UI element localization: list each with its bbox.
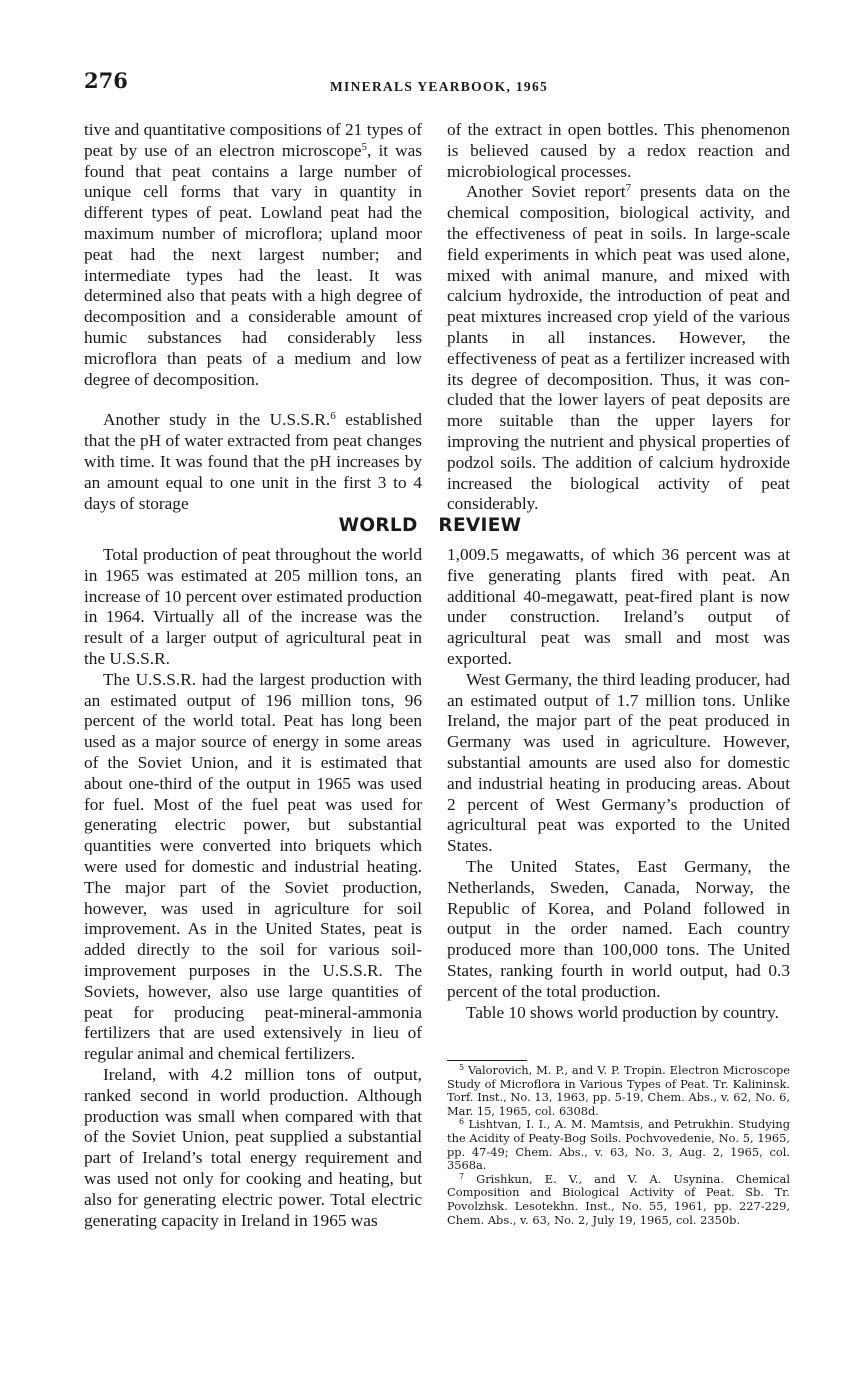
footnote-ref: 5 bbox=[361, 140, 368, 153]
paragraph: Total production of peat throughout the world in 1965 was estimated at 205 million tons, an increase of 10 percent over estimated production in 1964. Virtually all of the increase was the result of a larger output of agricultural peat in the U.S.S.R. bbox=[84, 545, 422, 668]
paragraph: Table 10 shows world production by country. bbox=[466, 1002, 780, 1022]
paragraph: The United States, East Germany, the Netherlands, Sweden, Canada, Norway, the Republic of Korea, and Poland followed in output in the order named. Each country produced more than 100,000 tons. The United States, ranking fourth in world output, had 0.3 percent of the total production. bbox=[447, 856, 790, 1001]
paragraph: Another Soviet report$^7$ presents data on the chemical composition, biological activity, and the effectiveness of peat in soils. In large-scale field experiments in which peat was used alone, mixed with animal manure, and mixed with calcium hydroxide, the introduction of peat and peat mixtures increased crop yield of the various plants in all instances. However, the effectiveness of peat as a fertilizer increased with its degree of decomposition. Thus, it was concluded that the lower layers of peat deposits are more suitable than the upper layers for improving the nutrient and physical properties of podzol soils. The addition of calcium hydroxide increased the biological activity of peat considerably. bbox=[447, 182, 790, 514]
left-column-top bbox=[84, 120, 422, 514]
footnotes bbox=[447, 1064, 790, 1227]
paragraph: Ireland, with 4.2 million tons of output, ranked second in world production. Although production was small when compared with that of the Soviet Union, peat supplied a substantial part of Ireland’s total energy requirement and was used not only for cooking and heating, but also for generating electric power. Total electric generating capacity in Ireland in 1965 was bbox=[84, 1064, 422, 1230]
footnote-divider bbox=[447, 1060, 527, 1061]
page-number: 276 bbox=[84, 68, 128, 93]
footnote: $^5$ Valorovich, M. P., and V. P. Tropin. Electron Microscope Study of Microflora in Various Types of Peat. Tr. Kalininsk. Torf. Inst., No. 13, 1963, pp. 5-19, Chem. Abs., v. 62, No. 6, Mar. 15, 1965, col. 6308d. bbox=[447, 1063, 790, 1118]
paragraph: West Germany, the third leading producer, had an estimated output of 1.7 million tons. Unlike Ireland, the major part of the peat produced in Germany was used in agriculture. However, substantial amounts are used also for domestic and industrial heating in producing areas. About 2 percent of West Germany’s production of agricultural peat was exported to the United States. bbox=[447, 669, 790, 856]
paragraph: Another study in the U.S.S.R.$^6$ established that the pH of water extracted from peat changes with time. It was found that the pH increases by an amount equal to one unit in the first 3 to 4 days of storage bbox=[84, 410, 423, 513]
footnote-ref: 7 bbox=[625, 182, 632, 195]
footnote: $^7$ Grishkun, E. V., and V. A. Usynina. Chemical Composition and Biological Activity of Peat. Sb. Tr. Povolzhsk. Lesotekhn. Inst., No. 55, 1961, pp. 227-229, Chem. Abs., v. 63, No. 2, July 19, 1965, col. 2350b. bbox=[447, 1171, 790, 1227]
right-column-top bbox=[447, 120, 790, 515]
paragraph: 1,009.5 megawatts, of which 36 percent was at five generating plants fired with peat. An additional 40-megawatt, peat-fired plant is now under construction. Ireland’s output of agricultural peat was small and most was exported. bbox=[447, 545, 790, 668]
paragraph: The U.S.S.R. had the largest production with an estimated output of 196 million tons, 96 percent of the world total. Peat has long been used as a major source of energy in some areas of the Soviet Union, and it is estimated that about one-third of the output in 1965 was used for fuel. Most of the fuel peat was used for generating electric power, but substantial quantities were converted into briquets which were used for domestic and industrial heating. The major part of the Soviet production, however, was used in agriculture for soil improvement. As in the United States, peat is added directly to the soil for various soil-improvement purposes in the U.S.S.R. The Soviets, however, also use large quantities of peat for producing peat-mineral-ammonia fertilizers that are used extensively in lieu of regular animal and chemical fertilizers. bbox=[84, 669, 422, 1064]
left-column-bottom bbox=[84, 545, 422, 1231]
footnote-ref: 6 bbox=[330, 410, 336, 423]
paragraph: of the extract in open bottles. This phenomenon is believed caused by a redox reaction and microbiological processes. bbox=[447, 120, 790, 181]
footnote: $^6$ Lishtvan, I. I., A. M. Mamtsis, and Petrukhin. Studying the Acidity of Peaty-Bog Soils. Pochvovedenie, No. 5, 1965, pp. 47-49; Chem. Abs., v. 63, No. 3, Aug. 2, 1965, col. 3568a. bbox=[447, 1117, 790, 1173]
section-heading: WORLD REVIEW bbox=[338, 515, 522, 536]
paragraph: tive and quantitative compositions of 21 types of peat by use of an electron microscope$^5$, it was found that peat contains a large number of unique cell forms that vary in quantity in different types of peat. Lowland peat had the maximum number of microflora; upland moor peat had the next largest number; and intermediate types had the least. It was determined also that peats with a high degree of decomposition and a considerable amount of humic substances had considerably less microflora than peats of a medium and low degree of decomposition. bbox=[84, 120, 422, 389]
running-title: MINERALS YEARBOOK, 1965 bbox=[330, 79, 549, 94]
right-column-bottom bbox=[447, 545, 790, 1023]
